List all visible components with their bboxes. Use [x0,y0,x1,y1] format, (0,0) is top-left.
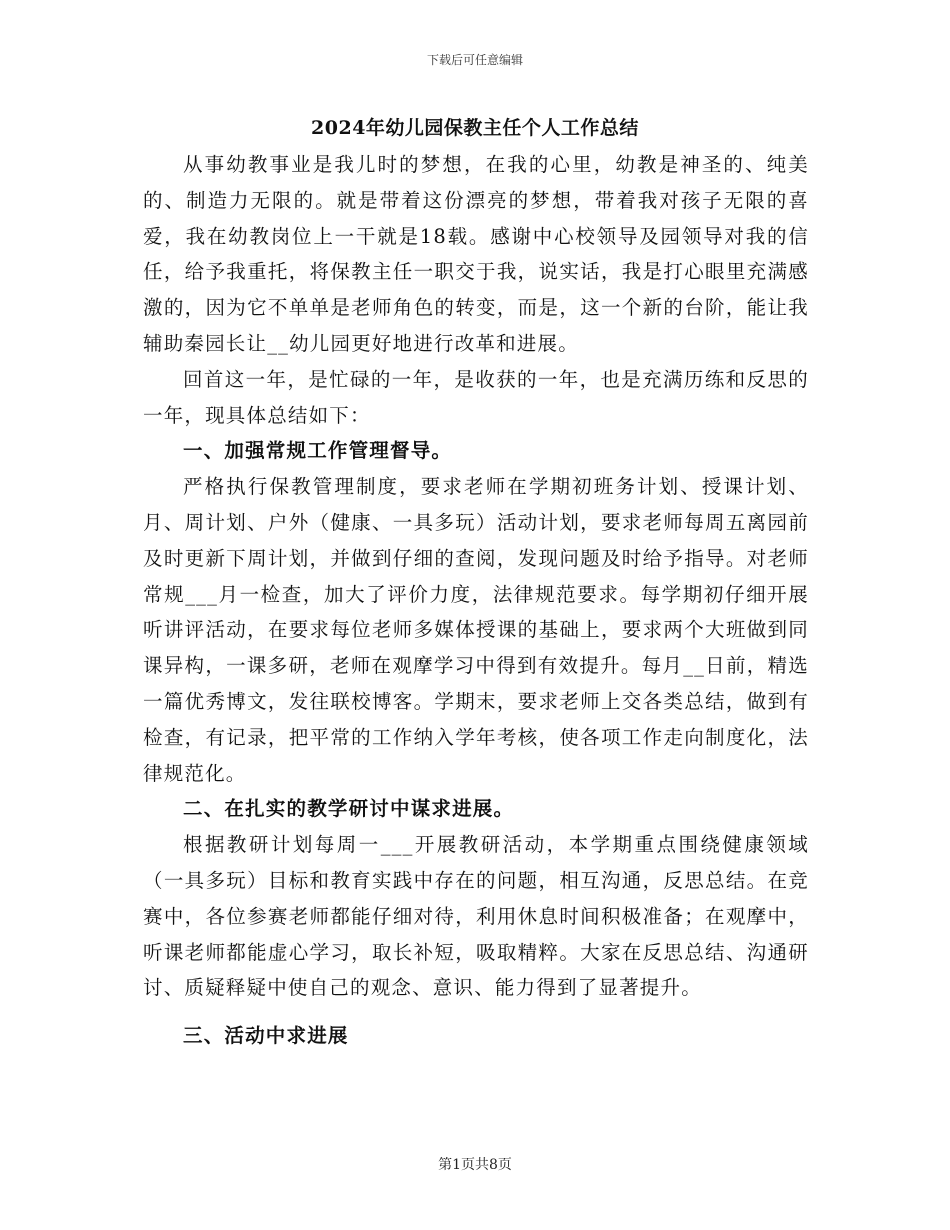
section-heading-1: 一、加强常规工作管理督导。 [183,439,453,463]
paragraph-section-2: 根据教研计划每周一___开展教研活动，本学期重点围绕健康领域（一具多玩）目标和教育实践中存在的问题，相互沟通，反思总结。在竞赛中，各位参赛老师都能仔细对待，利用休息时间积极准备；在观摩中，听课老师都能虚心学习，取长补短，吸取精粹。大家在反思总结、沟通研讨、质疑释疑中使自己的观念、意识、能力得到了显著提升。 [143,833,809,1000]
section-heading-2: 二、在扎实的教学研讨中谋求进展。 [183,797,515,821]
document-title: 2024年幼儿园保教主任个人工作总结 [311,117,639,139]
section-heading-3: 三、活动中求进展 [183,1024,349,1048]
page-header-note: 下载后可任意编辑 [426,53,523,67]
paragraph-section-1: 严格执行保教管理制度，要求老师在学期初班务计划、授课计划、月、周计划、户外（健康、一具多玩）活动计划，要求老师每周五离园前及时更新下周计划，并做到仔细的查阅，发现问题及时给予指导。对老师常规___月一检查，加大了评价力度，法律规范要求。每学期初仔细开展听讲评活动，在要求每位老师多媒体授课的基础上，要求两个大班做到同课异构，一课多研，老师在观摩学习中得到有效提升。每月__日前，精选一篇优秀博文，发往联校博客。学期末，要求老师上交各类总结，做到有检查，有记录，把平常的工作纳入学年考核，使各项工作走向制度化，法律规范化。 [143,475,809,785]
paragraph-review: 回首这一年，是忙碌的一年，是收获的一年，也是充满历练和反思的一年，现具体总结如下： [143,367,809,427]
page-number: 第1页共8页 [438,1157,512,1173]
document-body [143,147,809,1054]
paragraph-intro: 从事幼教事业是我儿时的梦想，在我的心里，幼教是神圣的、纯美的、制造力无限的。就是带着这份漂亮的梦想，带着我对孩子无限的喜爱，我在幼教岗位上一干就是18载。感谢中心校领导及园领导对我的信任，给予我重托，将保教主任一职交于我，说实话，我是打心眼里充满感激的，因为它不单单是老师角色的转变，而是，这一个新的台阶，能让我辅助秦园长让__幼儿园更好地进行改革和进展。 [143,153,809,355]
